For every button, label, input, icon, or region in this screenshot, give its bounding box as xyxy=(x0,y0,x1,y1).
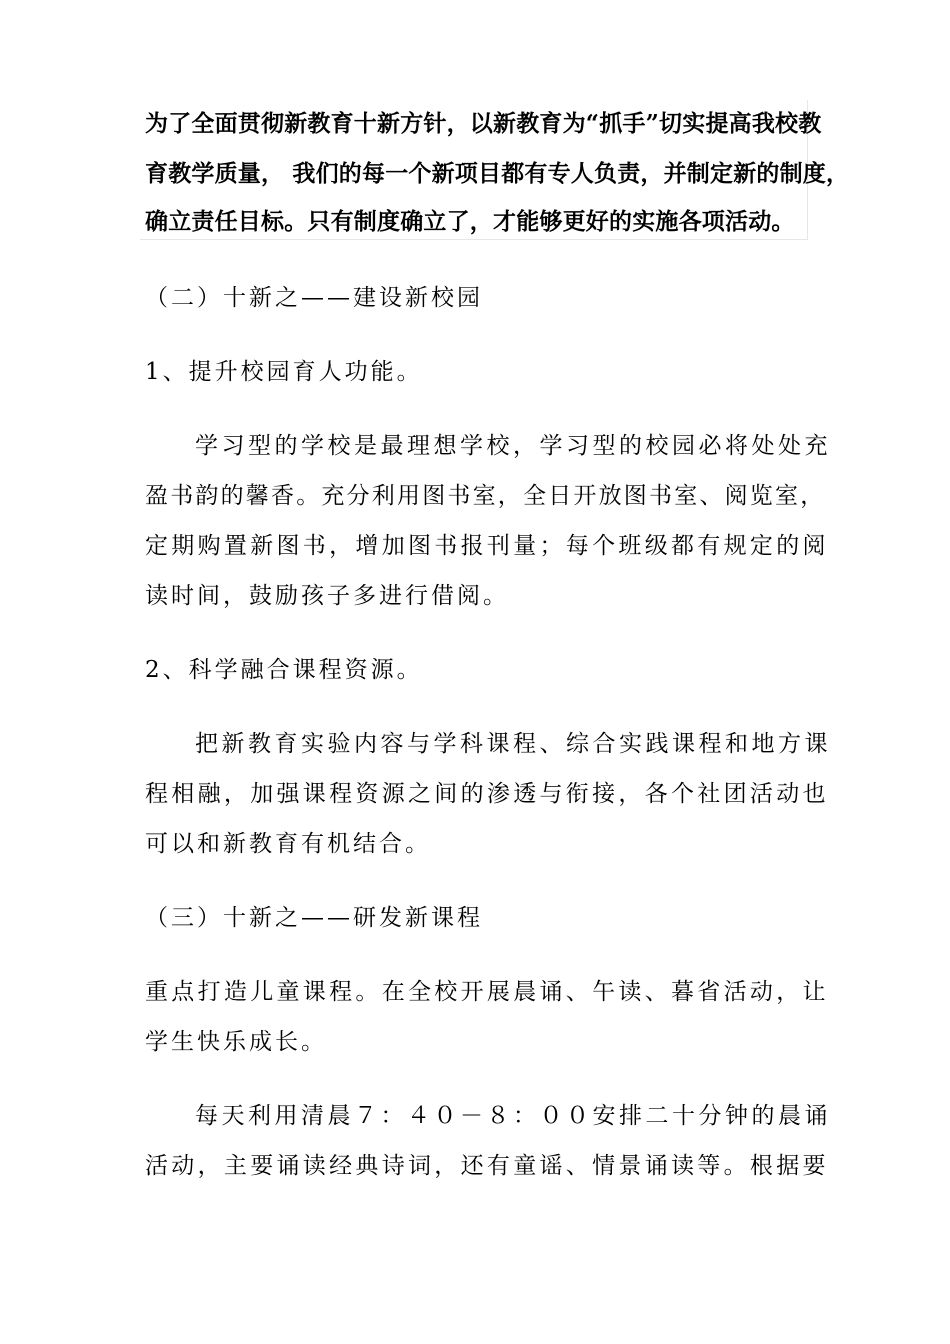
item-2-para-line-2: 程相融，加强课程资源之间的渗透与衔接，各个社团活动也 xyxy=(145,781,829,807)
item-1-para-line-4: 读时间，鼓励孩子多进行借阅。 xyxy=(145,583,509,609)
item-2-para-line-3: 可以和新教育有机结合。 xyxy=(145,831,431,857)
section-3-para-2-line-2: 活动，主要诵读经典诗词，还有童谣、情景诵读等。根据要 xyxy=(145,1153,829,1179)
intro-line-3: 确立责任目标。只有制度确立了，才能够更好的实施各项活动。 xyxy=(145,208,795,235)
section-3-para-2-line-1: 每天利用清晨７：４０－８：００安排二十分钟的晨诵 xyxy=(195,1103,831,1129)
section-3-heading: （三）十新之——研发新课程 xyxy=(145,905,483,931)
intro-line-1: 为了全面贯彻新教育十新方针，以新教育为“抓手”切实提高我校教 xyxy=(145,110,822,137)
item-1-para-line-1: 学习型的学校是最理想学校，学习型的校园必将处处充 xyxy=(195,433,831,459)
section-2-heading: （二）十新之——建设新校园 xyxy=(145,285,483,311)
section-3-intro-line-1: 重点打造儿童课程。在全校开展晨诵、午读、暮省活动，让 xyxy=(145,979,829,1005)
item-1-title: 1、提升校园育人功能。 xyxy=(145,359,423,385)
item-1-para-line-2: 盈书韵的馨香。充分利用图书室，全日开放图书室、阅览室， xyxy=(145,483,826,509)
section-3-intro-line-2: 学生快乐成长。 xyxy=(145,1029,327,1055)
item-2-title: 2、科学融合课程资源。 xyxy=(145,657,423,683)
item-2-para-line-1: 把新教育实验内容与学科课程、综合实践课程和地方课 xyxy=(195,731,831,757)
intro-line-2: 育教学质量， 我们的每一个新项目都有专人负责，并制定新的制度， xyxy=(145,160,850,187)
item-1-para-line-3: 定期购置新图书，增加图书报刊量；每个班级都有规定的阅 xyxy=(145,533,829,559)
